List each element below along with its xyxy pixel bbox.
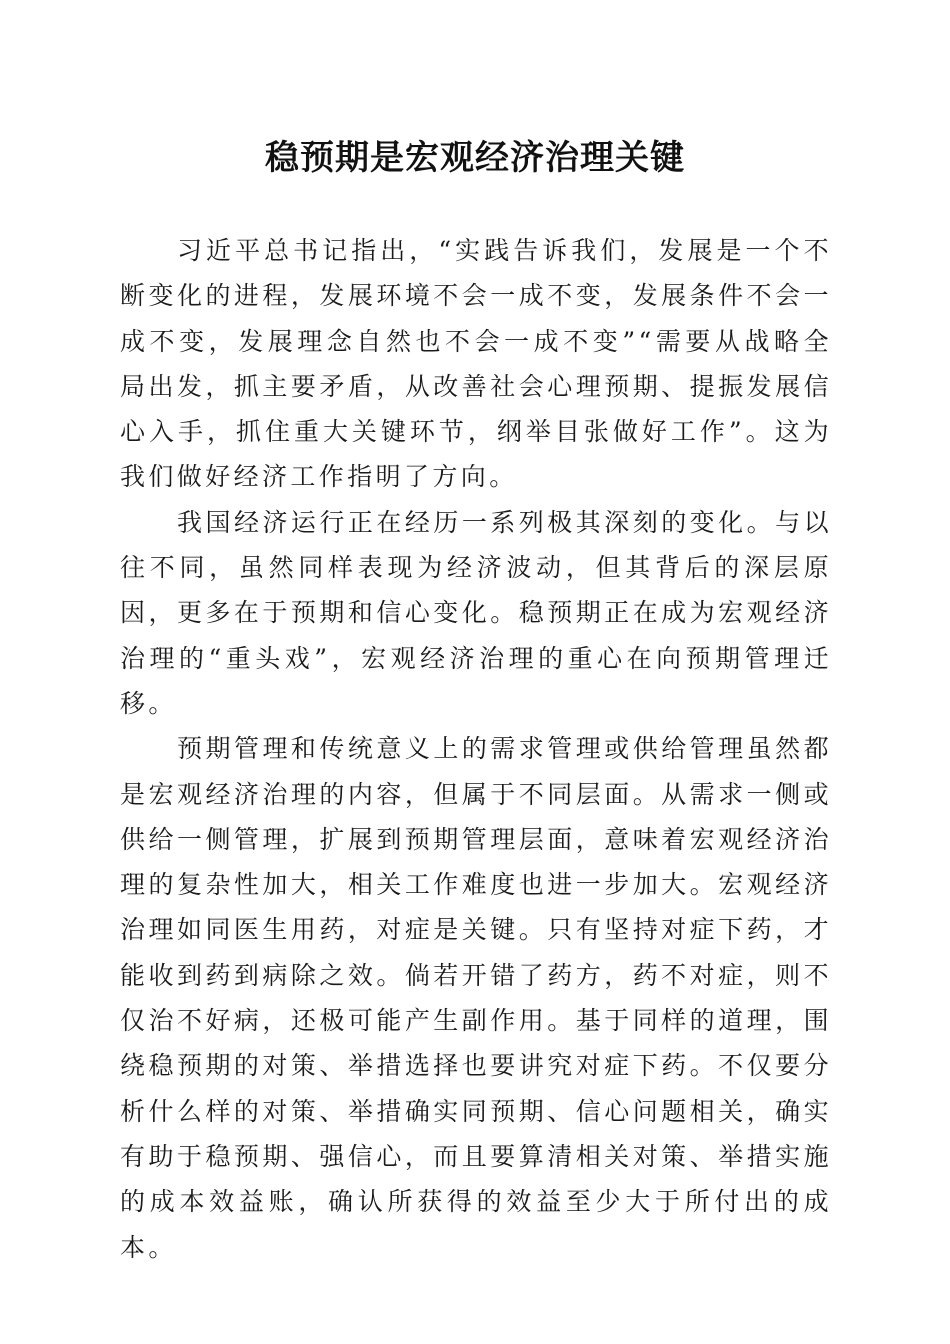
- document-title: 稳预期是宏观经济治理关键: [265, 138, 685, 178]
- document-body: [120, 228, 832, 1270]
- paragraph-3: 预期管理和传统意义上的需求管理或供给管理虽然都是宏观经济治理的内容，但属于不同层面。从需求一侧或供给一侧管理，扩展到预期管理层面，意味着宏观经济治理的复杂性加大，相关工作难度也进一步加大。宏观经济治理如同医生用药，对症是关键。只有坚持对症下药，才能收到药到病除之效。倘若开错了药方，药不对症，则不仅治不好病，还极可能产生副作用。基于同样的道理，围绕稳预期的对策、举措选择也要讲究对症下药。不仅要分析什么样的对策、举措确实同预期、信心问题相关，确实有助于稳预期、强信心，而且要算清相关对策、举措实施的成本效益账，确认所获得的效益至少大于所付出的成本。: [120, 734, 832, 1262]
- paragraph-1: 习近平总书记指出，“实践告诉我们，发展是一个不断变化的进程，发展环境不会一成不变，发展条件不会一成不变，发展理念自然也不会一成不变”“需要从战略全局出发，抓主要矛盾，从改善社会心理预期、提振发展信心入手，抓住重大关键环节，纲举目张做好工作”。这为我们做好经济工作指明了方向。: [120, 236, 832, 492]
- paragraph-2: 我国经济运行正在经历一系列极其深刻的变化。与以往不同，虽然同样表现为经济波动，但其背后的深层原因，更多在于预期和信心变化。稳预期正在成为宏观经济治理的“重头戏”，宏观经济治理的重心在向预期管理迁移。: [120, 507, 832, 718]
